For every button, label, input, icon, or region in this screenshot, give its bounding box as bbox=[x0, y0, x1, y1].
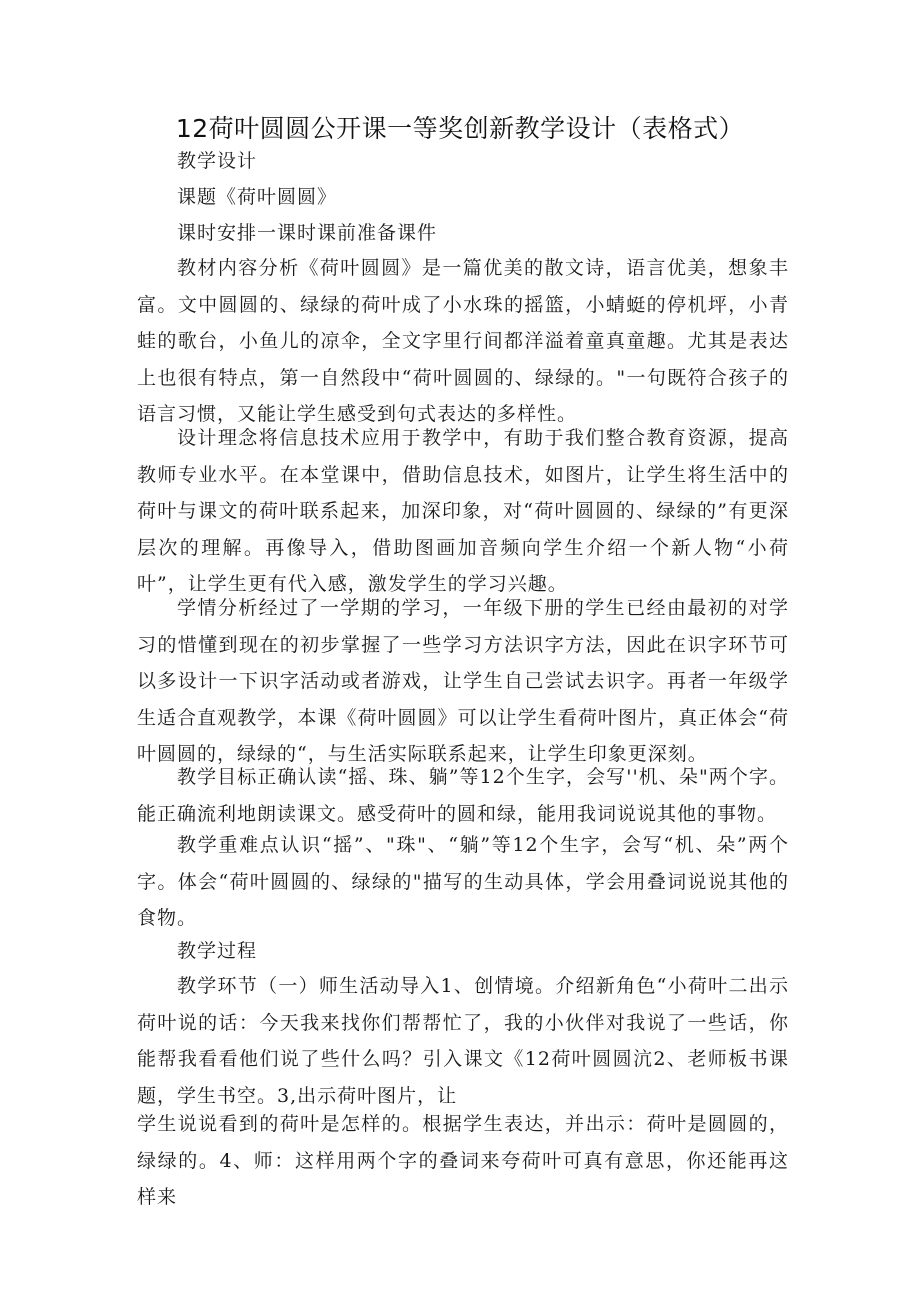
paragraph-learner-analysis: 学情分析经过了一学期的学习，一年级下册的学生已经由最初的对学习的惜懂到现在的初步掌握了一些学习方法识字方法，因此在识字环节可以多设计一下识字活动或者游戏，让学生自己尝试去识字。再者一年级学生适合直观教学，本课《荷叶圆圆》可以让学生看荷叶图片，真正体会“荷叶圆圆的，绿绿的“，与生活实际联系起来，让学生印象更深刻。 bbox=[137, 597, 789, 766]
section-heading-teaching-process: 教学过程 bbox=[177, 940, 258, 962]
paragraph-content-analysis: 教材内容分析《荷叶圆圆》是一篇优美的散文诗，语言优美，想象丰富。文中圆圆的、绿绿的荷叶成了小水珠的摇篮，小蜻蜓的停机坪，小青蛙的歌台，小鱼儿的凉伞，全文字里行间都洋溢着童真童趣。尤其是表达上也很有特点，第一自然段中“荷叶圆圆的、绿绿的。"一句既符合孩子的语言习惯，又能让学生感受到句式表达的多样性。 bbox=[137, 257, 789, 426]
lesson-schedule: 课时安排一课时课前准备课件 bbox=[177, 222, 438, 244]
paragraph-process-continuation: 学生说说看到的荷叶是怎样的。根据学生表达，并出示：荷叶是圆圆的，绿绿的。4、师：这样用两个字的叠词来夸荷叶可真有意思，你还能再这样来 bbox=[137, 1113, 789, 1209]
paragraph-process-introduction: 教学环节（一）师生活动导入1、创情境。介绍新角色“小荷叶二出示荷叶说的话：今天我来找你们帮帮忙了，我的小伙伴对我说了一些话，你能帮我看看他们说了些什么吗？引入课文《12荷叶圆圆沆2、老师板书课题，学生书空。3,出示荷叶图片，让 bbox=[137, 975, 789, 1107]
paragraph-key-difficulties: 教学重难点认识“摇”、"珠"、“躺”等12个生字，会写“机、朵”两个字。体会“荷叶圆圆的、绿绿的"描写的生动具体，学会用叠词说说其他的食物。 bbox=[137, 834, 789, 930]
section-heading-teaching-design: 教学设计 bbox=[177, 150, 258, 172]
paragraph-teaching-objectives: 教学目标正确认读“摇、珠、躺”等12个生字，会写''机、朵"两个字。能正确流利地朗读课文。感受荷叶的圆和绿，能用我词说说其他的事物。 bbox=[137, 766, 789, 825]
lesson-title: 课题《荷叶圆圆》 bbox=[177, 186, 338, 208]
paragraph-design-concept: 设计理念将信息技术应用于教学中，有助于我们整合教育资源，提高教师专业水平。在本堂课中，借助信息技术，如图片，让学生将生活中的荷叶与课文的荷叶联系起来，加深印象，对“荷叶圆圆的、绿绿的”有更深层次的理解。再像导入，借助图画加音频向学生介绍一个新人物“小荷叶”，让学生更有代入感，激发学生的学习兴趣。 bbox=[137, 427, 789, 596]
document-title: 12荷叶圆圆公开课一等奖创新教学设计（表格式） bbox=[175, 114, 745, 143]
